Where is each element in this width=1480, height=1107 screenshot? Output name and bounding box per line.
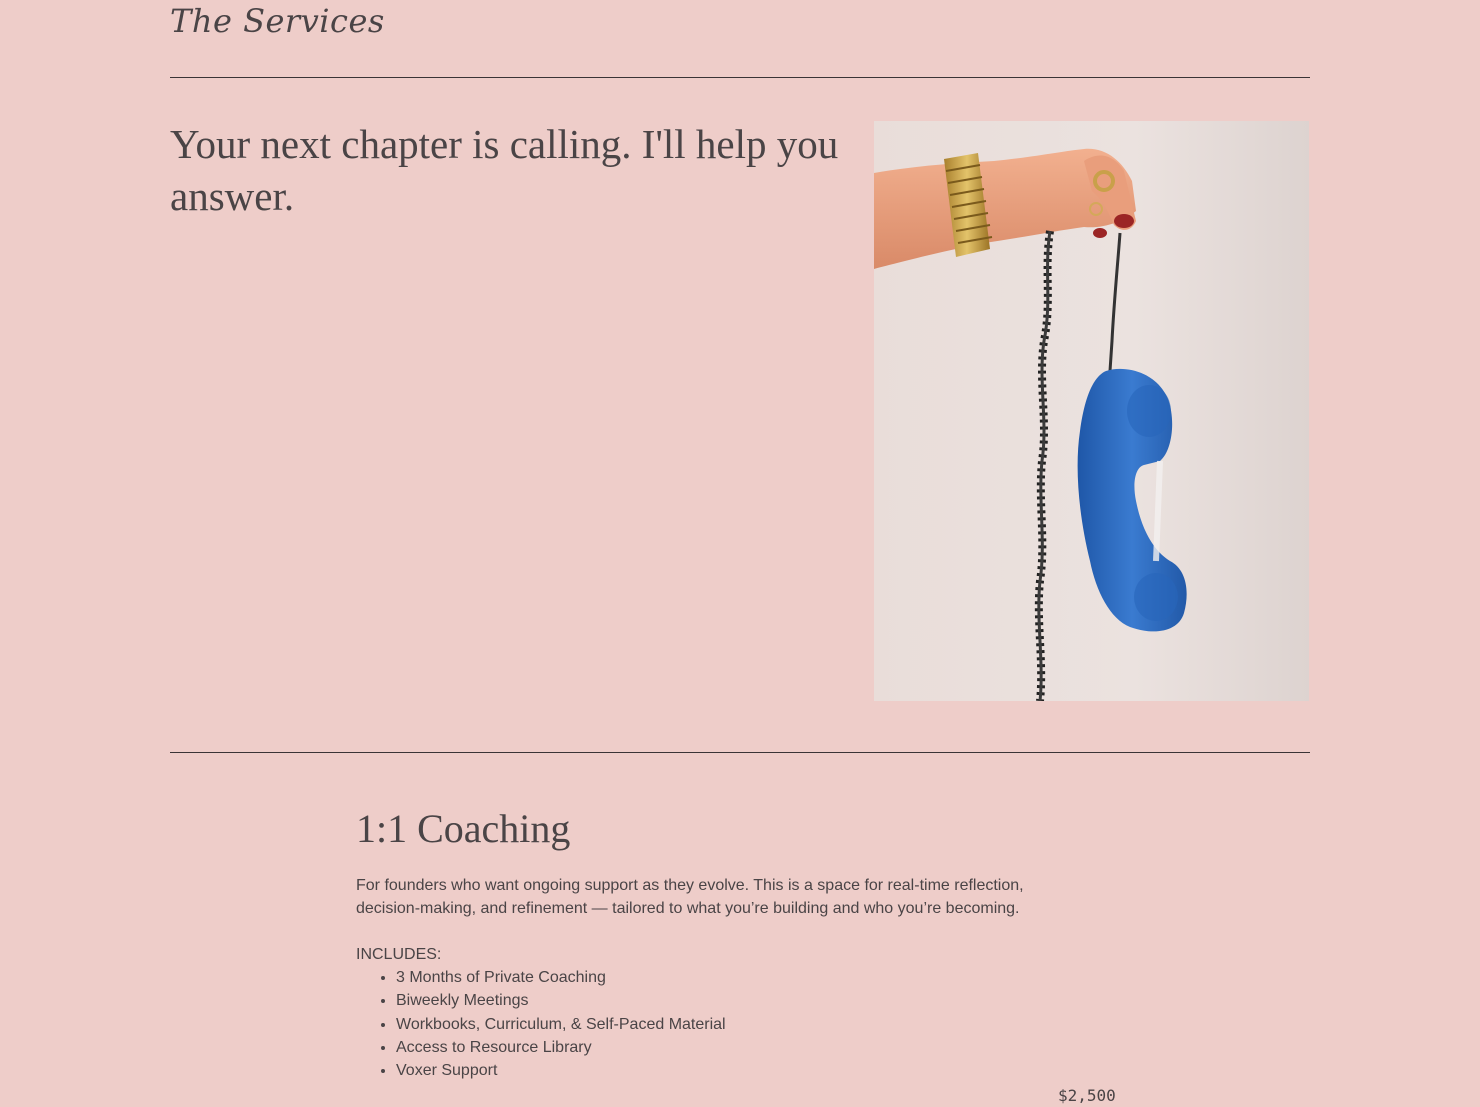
top-divider: [170, 77, 1310, 78]
service-price: $2,500: [1058, 1086, 1116, 1105]
list-item: • Voxer Support: [396, 1059, 1136, 1082]
section-divider: [170, 752, 1310, 753]
list-item: • Access to Resource Library: [396, 1036, 1136, 1059]
hero-photo: [874, 121, 1309, 701]
hero-headline: Your next chapter is calling. I'll help you answer.: [170, 121, 839, 219]
includes-label: INCLUDES:: [356, 946, 442, 963]
services-page: [170, 0, 1310, 1103]
list-item: • 3 Months of Private Coaching: [396, 966, 1136, 989]
service-coaching: [356, 800, 1136, 1082]
page-title: The Services: [170, 2, 385, 40]
list-item: • Workbooks, Curriculum, & Self-Paced Material: [396, 1013, 1136, 1036]
service-title: 1:1 Coaching: [356, 806, 571, 851]
list-item: • Biweekly Meetings: [396, 989, 1136, 1012]
service-description: For founders who want ongoing support as they evolve. This is a space for real-time reflection, decision-making, and refinement — tailored to what you’re building and who you’re becoming.: [356, 877, 1024, 917]
includes-list: [356, 966, 1136, 1082]
telephone-image: [874, 121, 1309, 701]
